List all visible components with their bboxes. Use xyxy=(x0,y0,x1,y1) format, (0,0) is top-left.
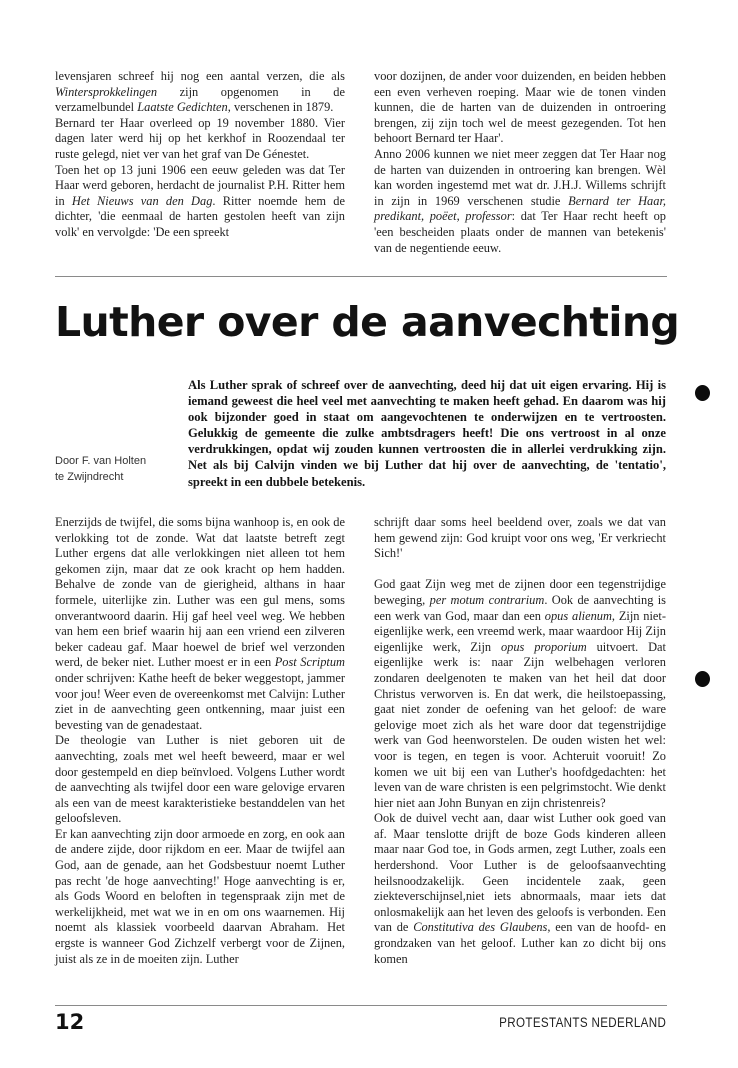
punch-hole-mark xyxy=(695,671,710,687)
previous-article-left-column xyxy=(55,69,345,241)
paragraph: Anno 2006 kunnen we niet meer zeggen dat Ter Haar nog de harten van duizenden in ontroering kan brengen. Wèl kan worden ingestemd met wat dr. J.H.J. Willems schrijft in zijn in 1969 verschenen studie Bernard ter Haar, predikant, poëet, professor: dat Ter Haar recht heeft op 'een bescheiden plaats onder de mannen van betekenis' van de negentiende eeuw. xyxy=(374,146,666,255)
footer-divider xyxy=(55,1005,667,1006)
paragraph: Er kan aanvechting zijn door armoede en zorg, en ook aan de andere zijde, door rijkdom en eer. Maar de twijfel aan God, aan de genade, aan het Godsbestuur noemt Luther pas recht 'de hoge aanvechting!' Hoge aanvechting is er, als Gods Woord en beloften in tegenspraak zijn met de werkelijkheid, met wat we in en om ons waarnemen. Hij noemt als klassiek voorbeeld daarvan Abraham. Het ergste is wanneer God Zichzelf verbergt voor de Zijnen, juist als ze in de moeiten zijn. Luther xyxy=(55,826,345,966)
article-intro: Als Luther sprak of schreef over de aanvechting, deed hij dat uit eigen ervaring. Hij is iemand geweest die heel veel met aanvechting te maken heeft gehad. En daarom was hij ook bijzonder goed in staat om aangevochtenen te onderwijzen en te vertroosten. Gelukkig de gemeente die zulke ambtsdragers heeft! Die ons vertroost in al onze verdrukkingen, opdat wij zouden kunnen vertroosten die in allerlei verdrukking zijn. Net als bij Calvijn vinden we bij Luther dat hij over de aanvechting, de 'tentatio', spreekt in een dubbele betekenis. xyxy=(188,378,666,489)
paragraph: De theologie van Luther is niet geboren uit de aanvechting, zoals met wel heeft beweerd, maar er wel door gestempeld en diep beïnvloed. Volgens Luther wordt de aanvechting als twijfel door een ware gelovige ervaren als een van de meest karakteristieke bestanddelen van het geloofsleven. xyxy=(55,733,345,826)
paragraph: Toen het op 13 juni 1906 een eeuw geleden was dat Ter Haar werd geboren, herdacht de journalist P.H. Ritter hem in Het Nieuws van den Dag. Ritter noemde hem de dichter, 'die eenmaal de harten gestolen heeft van zijn volk' en vervolgde: 'De een spreekt xyxy=(55,162,345,239)
page-number: 12 xyxy=(55,1010,85,1034)
paragraph: Bernard ter Haar overleed op 19 november 1880. Vier dagen later werd hij op het kerkhof in Roozendaal ter ruste gelegd, niet ver van het graf van De Génestet. xyxy=(55,115,345,161)
byline-author: Door F. van Holten xyxy=(55,455,147,467)
paragraph: God gaat Zijn weg met de zijnen door een tegenstrijdige beweging, per motum contrarium. Ook de aanvechting is een werk van God, maar dan een opus alienum, Zijn niet-eigenlijke werk, een vreemd werk, maar waardoor Hij Zijn eigenlijke werk, Zijn opus proporium uitvoert. Dat eigenlijke werk is: naar Zijn welbehagen verloren zondaren deelgenoten te maken van het heil dat door Christus verworven is. En dat werk, die heilstoepassing, gaat niet zonder de oefening van het geloof: de ware gelovige moet zich als het ware door dat tegenstrijdige werk van God heenworstelen. De ouden wisten het wel: voor is tegen, en tegen is voor. Achteruit vooruit! Zo komen we uit bij een van Luther's hoofdgedachten: het leven van de ware christen is een pelgrimstocht. Wie denkt hier niet aan John Bunyan en zijn christenreis? xyxy=(374,577,666,810)
magazine-name: PROTESTANTS NEDERLAND xyxy=(498,1015,666,1030)
paragraph: voor dozijnen, de ander voor duizenden, en beiden hebben een even verheven roeping. Maar wie de tonen vinden kunnen, die de harten van de duizenden in ontroering brengen, zij zijn toch wel de meest gezegenden. Tot hen behoort Bernard ter Haar'. xyxy=(374,69,666,146)
article-title: Luther over de aanvechting xyxy=(55,298,680,346)
punch-hole-mark xyxy=(695,385,710,401)
previous-article-right-column xyxy=(374,69,666,256)
article-body-left-column xyxy=(55,515,345,967)
paragraph: schrijft daar soms heel beeldend over, zoals we dat van hem gewend zijn: God kruipt voor ons weg, 'Er verkriecht Sich!' xyxy=(374,515,666,561)
paragraph: Enerzijds de twijfel, die soms bijna wanhoop is, en ook de verlokking tot de zonde. Wat dat laatste betreft zegt Luther ergens dat alle verlokkingen niet alleen tot hem gekomen zijn, maar dat ze ook kracht op hem hadden. Behalve de zonde van de gierigheid, althans in haar formele, uiterlijke zin. Luther was een gul mens, soms onverantwoord daarin. Hij gaf heel veel weg. We hebben van hem een brief waarin hij aan een vriend een zilveren beker cadeau gaf. Maar hoewel de brief wel verzonden werd, de beker niet. Luther moest er in een Post Scriptum onder schrijven: Kathe heeft de beker weggestopt, jammer voor jou! Weer even de overeenkomst met Calvijn: Luther ziet in de aanvechting geen ontkenning, maar juist een bevesting van de genadestaat. xyxy=(55,515,345,732)
paragraph: levensjaren schreef hij nog een aantal verzen, die als Wintersprokkelingen zijn opgenomen in de verzamelbundel Laatste Gedichten, verschenen in 1879. xyxy=(55,69,345,115)
byline xyxy=(55,453,175,485)
paragraph: Ook de duivel vecht aan, daar wist Luther ook goed van af. Maar tenslotte drijft de boze Gods kinderen alleen maar naar God toe, in Gods armen, zegt Luther, zoals een herdershond. Voor Luther is de geloofsaanvechting heilsnoodzakelijk. Geen incidentele zaak, geen ziekteverschijnsel,niet iets abnormaals, maar iets dat onlosmakelijk aan het leven des geloofs is verbonden. Een van de Constitutiva des Glaubens, een van de hoofd- en grondzaken van het geloof. Luther kan zo dicht bij ons komen xyxy=(374,811,666,966)
section-divider xyxy=(55,276,667,277)
byline-location: te Zwijndrecht xyxy=(55,471,124,483)
article-body-right-column xyxy=(374,515,666,967)
